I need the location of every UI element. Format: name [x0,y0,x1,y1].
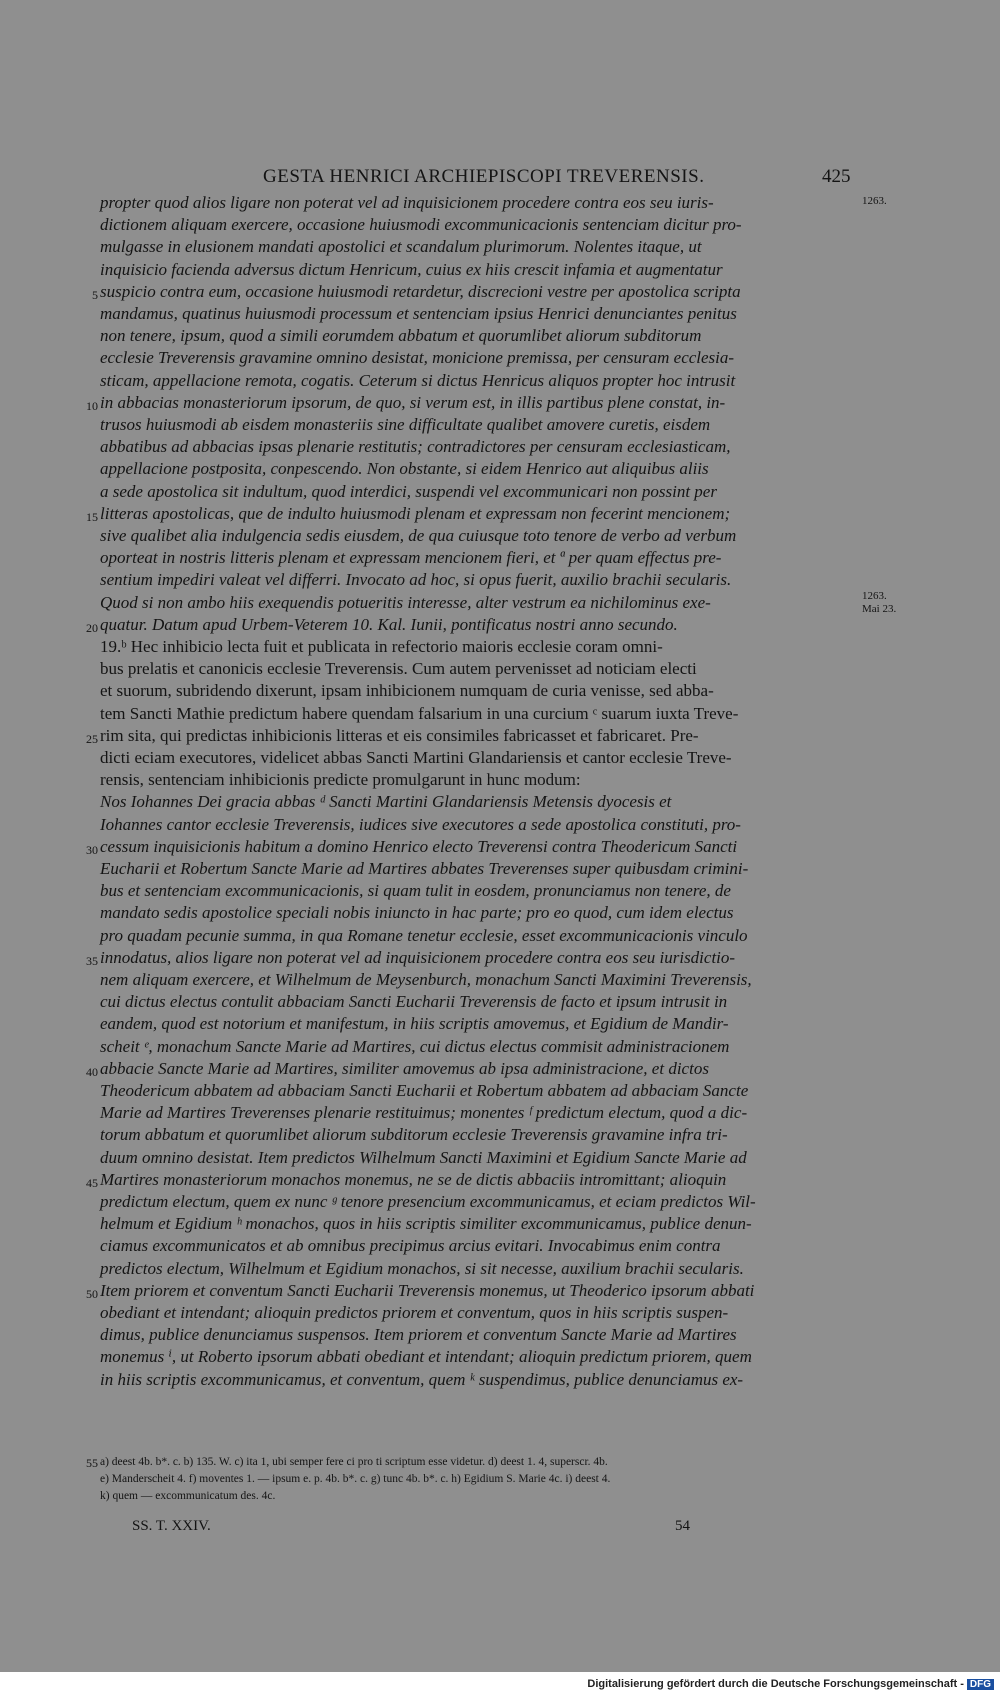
footnote-line [100,1490,275,1502]
margin-note-date: Mai 23. [862,603,897,615]
line-text: cui dictus electus contulit abbaciam Sancti Eucharii Treverensis de facto et ipsum intrusit in [100,992,728,1012]
text-line [100,592,860,616]
text-line [100,1080,860,1104]
line-text: et suorum, subridendo dixerunt, ipsam inhibicionem numquam de curia venisse, sed abba- [100,681,714,701]
page-number: 425 [822,166,851,187]
text-line [86,614,860,638]
text-line [100,1213,860,1237]
line-text: helmum et Egidium ʰ monachos, quos in hiis scriptis similiter excommunicamus, publice denun- [100,1214,752,1234]
text-line [100,769,860,793]
line-text: 19.ᵇ Hec inhibicio lecta fuit et publicata in refectorio maioris ecclesie coram omni- [100,637,663,656]
line-text: Quod si non ambo hiis exequendis potueritis interesse, alter vestrum ea nichilominus exe- [100,592,711,612]
text-line [100,414,860,438]
line-text: a sede apostolica sit indultum, quod interdici, suspendi vel excommunicari non possint per [100,481,717,501]
line-text: mulgasse in elusionem mandati apostolici et scandalum plurimorum. Nolentes itaque, ut [100,237,702,257]
text-line [100,525,860,549]
margin-note-year: 1263. [862,195,887,207]
line-text: nem aliquam exercere, et Wilhelmum de Meysenburch, monachum Sancti Maximini Treverensis, [100,970,752,989]
line-text: bus prelatis et canonicis ecclesie Treverensis. Cum autem pervenisset ad noticiam electi [100,659,697,679]
text-line [100,658,860,682]
text-line [100,1013,860,1037]
text-line [100,636,860,660]
text-line [86,1280,860,1304]
line-text: sive qualibet alia indulgencia sedis eiusdem, de qua cuiusque toto tenore de verbo ad verbum [100,526,737,545]
line-text: Nos Iohannes Dei gracia abbas ᵈ Sancti Martini Glandariensis Metensis dyocesis et [100,792,672,812]
line-text: inquisicio facienda adversus dictum Henricum, cuius ex hiis crescit infamia et augmentatur [100,259,723,279]
text-line [100,1369,860,1393]
line-text: rim sita, qui predictas inhibicionis litteras et eis consimiles fabricasset et fabricaret. Pre- [100,725,699,745]
text-line [100,1036,860,1060]
line-text: eandem, quod est notorium et manifestum, in hiis scriptis amovemus, et Egidium de Mandir- [100,1014,729,1034]
text-line [100,1147,860,1171]
text-line [100,370,860,394]
text-line [100,747,860,771]
footnote-text: k) quem — excommunicatum des. 4c. [100,1490,276,1502]
text-line [100,880,860,904]
line-number: 10 [86,398,98,413]
line-number: 15 [86,509,98,524]
footnote-text: a) deest 4b. b*. c. b) 135. W. c) ita 1, ubi semper fere ci pro ti scriptum esse videtur. d) deest 1. 4, superscr. 4b. [100,1456,608,1468]
footnote-line [86,1456,608,1470]
line-text: mandato sedis apostolice speciali nobis iniuncto in hac parte; pro eo quod, cum idem electus [100,903,734,923]
line-number: 50 [86,1286,98,1301]
line-text: duum omnino desistat. Item predictos Wilhelmum Sancti Maximini et Egidium Sancte Marie ad [100,1147,747,1167]
text-line [100,1124,860,1148]
text-line [86,1169,860,1193]
line-text: torum abbatum et quorumlibet aliorum subditorum ecclesie Treverensis gravamine infra tri- [100,1125,728,1145]
line-text: Theodericum abbatem ad abbaciam Sancti Eucharii et Robertum abbatem ad abbaciam Sancte [100,1081,749,1100]
text-line [86,725,860,749]
line-text: predictos electum, Wilhelmum et Egidium monachos, si sit necesse, auxilium brachii secularis. [100,1258,744,1278]
line-text: ciamus excommunicatos et ab omnibus precipimus arcius evitari. Invocabimus enim contra [100,1236,721,1256]
line-text: Martires monasteriorum monachos monemus, ne se de dictis abbaciis intromittant; alioquin [100,1169,727,1189]
text-line [100,1346,860,1370]
line-number: 20 [86,620,98,635]
text-line [100,1258,860,1282]
text-line [86,392,860,416]
text-line [86,1058,860,1082]
text-line [100,436,860,460]
line-text: appellacione postposita, conpescendo. Non obstante, si eidem Henrico aut aliquibus aliis [100,459,709,479]
line-number: 35 [86,953,98,968]
text-line [100,791,860,815]
line-text: abbacie Sancte Marie ad Martires, similiter amovemus ab ipsa administracione, et dictos [100,1058,709,1078]
line-text: scheit ᵉ, monachum Sancte Marie ad Martires, cui dictus electus commisit administracionem [100,1036,730,1056]
text-line [100,481,860,505]
text-line [86,836,860,860]
text-line [100,214,860,238]
line-text: in abbacias monasteriorum ipsorum, de quo, si verum est, in illis partibus plene constat, in- [100,392,726,412]
line-text: Iohannes cantor ecclesie Treverensis, iudices sive executores a sede apostolica constituti, pro- [100,814,741,834]
line-number: 55 [86,1456,98,1470]
line-text: Marie ad Martires Treverenses plenarie restituimus; monentes ᶠ predictum electum, quod a dic- [100,1103,748,1123]
text-line [100,1191,860,1215]
sheet-number: 54 [675,1518,690,1534]
credit-bar [0,1672,1000,1692]
credit-text: Digitalisierung gefördert durch die Deutsche Forschungsgemeinschaft - [587,1678,964,1690]
line-text: pro quadam pecunie summa, in qua Romane tenetur ecclesie, esset excommunicacionis vinculo [100,925,748,945]
line-text: mandamus, quatinus huiusmodi processum et sentenciam ipsius Henrici denunciantes penitus [100,304,737,323]
text-line [100,458,860,482]
line-number: 5 [92,287,98,302]
text-line [100,259,860,283]
text-line [100,192,860,216]
line-text: sticam, appellacione remota, cogatis. Ceterum si dictus Henricus aliquos propter hoc intrusit [100,370,736,390]
line-text: suspicio contra eum, occasione huiusmodi retardetur, discrecioni vestre per apostolica scripta [100,281,741,301]
line-text: oporteat in nostris litteris plenam et expressam mencionem fieri, et ª per quam effectus pre- [100,548,722,568]
line-text: predictum electum, quem ex nunc ᵍ tenore presencium excommunicamus, et eciam predictos Wil- [100,1192,756,1211]
line-text: trusos huiusmodi ab eisdem monasteriis sine difficultate qualibet amovere curetis, eisdem [100,415,711,434]
sheet-signature: SS. T. XXIV. [132,1518,211,1534]
line-text: dictionem aliquam exercere, occasione huiusmodi excommunicacionis sentenciam dicitur pro- [100,215,742,235]
text-line [100,1102,860,1126]
text-line [100,325,860,349]
running-head: GESTA HENRICI ARCHIEPISCOPI TREVERENSIS. [263,166,705,187]
text-line [86,503,860,527]
line-number: 30 [86,842,98,857]
line-number: 25 [86,731,98,746]
line-text: in hiis scriptis excommunicamus, et conventum, quem ᵏ suspendimus, publice denunciamus ex- [100,1369,744,1389]
text-line [86,947,860,971]
line-text: Eucharii et Robertum Sancte Marie ad Martires abbates Treverenses super quibusdam crimini- [100,859,749,878]
line-text: litteras apostolicas, que de indulto huiusmodi plenam et expressam non fecerint mencionem; [100,503,731,523]
text-line [100,703,860,727]
line-text: obediant et intendant; alioquin predictos priorem et conventum, quos in hiis scriptis suspen- [100,1303,729,1322]
funding-credit [587,1678,994,1690]
text-line [100,991,860,1015]
text-line [100,1302,860,1326]
dfg-logo: DFG [967,1679,994,1690]
line-text: dimus, publice denunciamus suspensos. Item priorem et conventum Sancte Marie ad Martires [100,1325,737,1345]
line-text: innodatus, alios ligare non poterat vel ad inquisicionem procedere contra eos seu iurisdictio- [100,947,736,967]
footnote-line [100,1473,610,1485]
line-text: monemus ⁱ, ut Roberto ipsorum abbati obediant et intendant; alioquin predictum priorem, quem [100,1347,752,1367]
margin-note-year: 1263. [862,590,887,602]
text-line [92,281,860,305]
line-text: propter quod alios ligare non poterat vel ad inquisicionem procedere contra eos seu iuris- [100,193,714,212]
text-line [100,969,860,993]
text-line [100,680,860,704]
text-line [100,902,860,926]
text-line [100,547,860,571]
line-text: bus et sentenciam excommunicacionis, si quam tulit in eosdem, pronunciamus non tenere, de [100,881,731,901]
text-line [100,1324,860,1348]
text-line [100,1235,860,1259]
line-number: 40 [86,1064,98,1079]
line-text: ecclesie Treverensis gravamine omnino desistat, monicione premissa, per censuram ecclesia- [100,348,735,368]
text-line [100,858,860,882]
line-text: sentium impediri valeat vel differri. Invocato ad hoc, si opus fuerit, auxilio brachii secularis. [100,570,732,590]
line-text: quatur. Datum apud Urbem-Veterem 10. Kal. Iunii, pontificatus nostri anno secundo. [100,614,678,634]
line-text: tem Sancti Mathie predictum habere quendam falsarium in una curcium ᶜ suarum iuxta Treve- [100,703,739,723]
line-number: 45 [86,1175,98,1190]
text-line [100,303,860,327]
text-line [100,569,860,593]
line-text: dicti eciam executores, videlicet abbas Sancti Martini Glandariensis et cantor ecclesie Treve- [100,748,732,767]
text-line [100,347,860,371]
line-text: abbatibus ad abbacias ipsas plenarie restitutis; contradictores per censuram ecclesiasticam, [100,437,731,457]
line-text: cessum inquisicionis habitum a domino Henrico electo Treverensi contra Theodericum Sancti [100,836,738,856]
line-text: non tenere, ipsum, quod a simili eorumdem abbatum et quorumlibet aliorum subditorum [100,326,702,346]
text-line [100,925,860,949]
text-line [100,236,860,260]
footnote-text: e) Manderscheit 4. f) moventes 1. — ipsum e. p. 4b. b*. c. g) tunc 4b. b*. c. h) Egidium S. Marie 4c. i) deest 4. [100,1473,611,1485]
line-text: Item priorem et conventum Sancti Eucharii Treverensis monemus, ut Theoderico ipsorum abbati [100,1280,755,1300]
text-line [100,814,860,838]
line-text: rensis, sentenciam inhibicionis predicte promulgarunt in hunc modum: [100,770,581,790]
